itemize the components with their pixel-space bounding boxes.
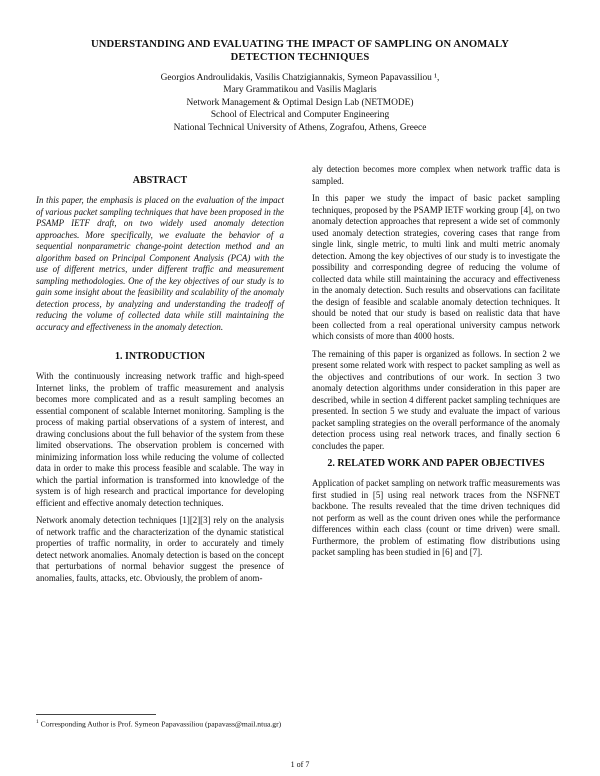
paper-title: UNDERSTANDING AND EVALUATING THE IMPACT OF SAMPLING ON ANOMALY DETECTION TECHNIQUES	[90, 39, 510, 63]
intro-paragraph-5: The remaining of this paper is organized as follows. In section 2 we present some related work with respect to packet sampling as well as the objectives and contributions of our work. In section 3 two anomaly detection algorithms under consideration in this paper are described, while in section 4 different packet sampling techniques are presented. In section 5 we study and evaluate the impact of various packet sampling strategies on the overall performance of the anomaly detection process using real network traces, and finally section 6 concludes the paper.	[312, 348, 560, 451]
related-paragraph-1: Application of packet sampling on network traffic measurements was first studied in [5] using real network traces from the NSFNET backbone. The results revealed that the time driven techniques did not perform as well as the count driven ones while the performance differences within each class (count or time driven) were small. Furthermore, the problem of estimating flow distributions using packet sampling has been studied in [6] and [7].	[312, 478, 560, 557]
intro-paragraph-3: aly detection becomes more complex when network traffic data is sampled.	[312, 164, 560, 186]
related-work-heading: 2. RELATED WORK AND PAPER OBJECTIVES	[327, 458, 545, 469]
footnote-mark: 1	[36, 719, 39, 725]
intro-paragraph-2: Network anomaly detection techniques [1][2][3] rely on the analysis of network traffic and the characterization of the dynamic statistical properties of traffic normality, in order to accurately and timely detect network anomalies. Anomaly detection is based on the concept that perturbations of normal behavior suggest the presence of anomalies, faults, attacks, etc. Obviously, the problem of anom-	[36, 515, 284, 583]
authors-line-2: Mary Grammatikou and Vasilis Maglaris	[223, 85, 377, 96]
abstract-text: In this paper, the emphasis is placed on the evaluation of the impact of various packet sampling techniques that have been proposed in the PSAMP IETF draft, on two widely used anomaly detection approaches. More specifically, we evaluate the behavior of a sequential nonparametric change-point detection method and an algorithm based on Principal Component Analysis (PCA) with the use of different metrics, under different traffic and measurement sampling methodologies. One of the key objectives of our study is to gain some insight about the feasibility and scalability of the anomaly detection process, by analyzing and understanding the tradeoff of reducing the volume of collected data while still maintaining the accuracy and effectiveness in the anomaly detection.	[36, 195, 284, 332]
author-block	[60, 72, 540, 134]
left-column	[36, 175, 284, 590]
affiliation-school: School of Electrical and Computer Engineering	[210, 110, 390, 121]
footnote-rule	[36, 714, 156, 715]
introduction-heading: 1. INTRODUCTION	[114, 351, 205, 362]
affiliation-lab: Network Management & Optimal Design Lab (NETMODE)	[186, 97, 414, 108]
footnote	[36, 718, 566, 729]
intro-paragraph-1: With the continuously increasing network traffic and high-speed Internet links, the problem of traffic measurement and analysis becomes more complicated and as a result sampling becomes an essential component of scalable Internet monitoring. Sampling is the process of making partial observations of a system of interest, and drawing conclusions about the full behavior of the system from these limited observations. The observation problem is concerned with minimizing information loss while reducing the volume of collected data in order to make this process feasible and scalable. The way in which the partial information is transformed into knowledge of the system is of high research and practical importance for developing efficient and effective anomaly detection techniques.	[36, 371, 284, 508]
abstract-heading: ABSTRACT	[132, 175, 188, 186]
authors-line-1: Georgios Androulidakis, Vasilis Chatzigiannakis, Symeon Papavassiliou ¹,	[160, 73, 440, 83]
footnote-text: Corresponding Author is Prof. Symeon Papavassiliou (papavass@mail.ntua.gr)	[40, 719, 282, 729]
right-column	[312, 164, 560, 565]
affiliation-university: National Technical University of Athens, Zografou, Athens, Greece	[173, 122, 427, 133]
page-number: 1 of 7	[290, 760, 310, 769]
intro-paragraph-4: In this paper we study the impact of basic packet sampling techniques, proposed by the PSAMP IETF working group [4], on two anomaly detection approaches that represent a wide set of commonly used anomaly detection strategies, covering cases that range from single link, single metric, to multi link and multi metric anomaly detection. Among the key objectives of our study is to investigate the possibility and corresponding degree of reducing the volume of collected data while still maintaining the accuracy and effectiveness in the anomaly detection. Such results and observations can facilitate the design of feasible and scalable anomaly detection techniques. It should be noted that our study is based on realistic data that have been collected from a real operational university campus network which consists of more than 4000 hosts.	[312, 193, 560, 341]
